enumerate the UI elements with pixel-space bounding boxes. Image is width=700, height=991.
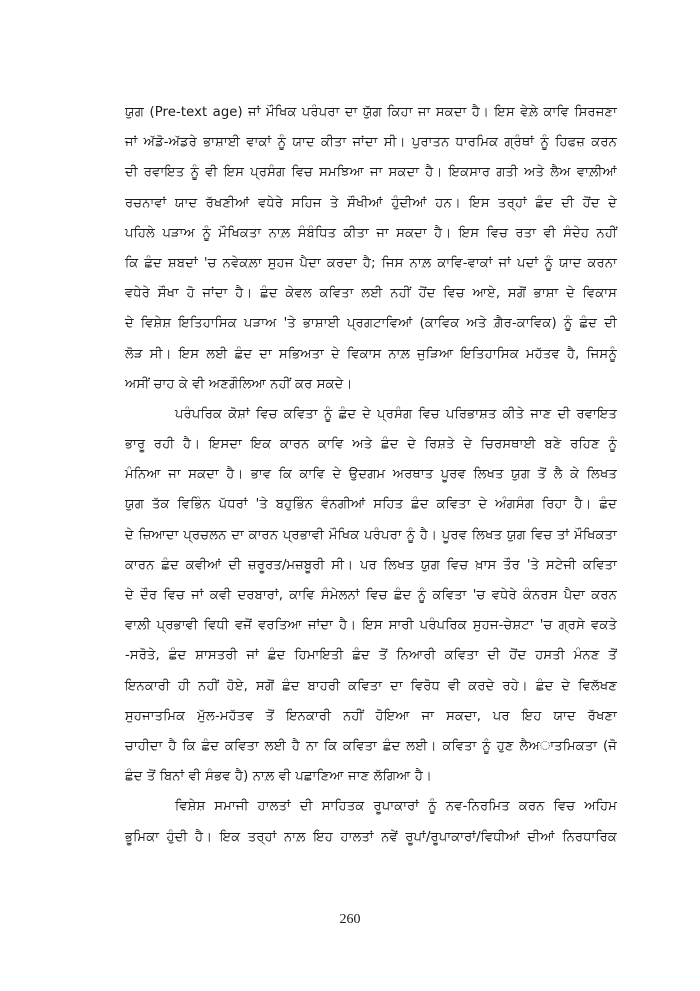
text-line: ਯੁਗ ਤੱਕ ਵਿਭਿੰਨ ਪੱਧਰਾਂ 'ਤੇ ਬਹੁਭਿੰਨ ਵੰਨਗੀਆਂ ਸਹਿਤ ਛੰਦ ਕਵਿਤਾ ਦੇ ਅੰਗਸੰਗ ਰਿਹਾ ਹੈ। ਛੰਦ — [125, 497, 617, 513]
text-line: ਦੇ ਵਿਸ਼ੇਸ਼ ਇਤਿਹਾਸਿਕ ਪੜਾਅ 'ਤੇ ਭਾਸ਼ਾਈ ਪ੍ਰਗਟਾਵਿਆਂ (ਕਾਵਿਕ ਅਤੇ ਗ਼ੈਰ-ਕਾਵਿਕ) ਨੂੰ ਛੰਦ ਦੀ — [125, 316, 617, 332]
text-line: ਇਨਕਾਰੀ ਹੀ ਨਹੀਂ ਹੋਏ, ਸਗੋਂ ਛੰਦ ਬਾਹਰੀ ਕਵਿਤਾ ਦਾ ਵਿਰੋਧ ਵੀ ਕਰਦੇ ਰਹੇ। ਛੰਦ ਦੇ ਵਿਲੱਖਣ — [125, 678, 617, 694]
text-line: ਛੰਦ ਤੋਂ ਬਿਨਾਂ ਵੀ ਸੰਭਵ ਹੈ) ਨਾਲ਼ ਵੀ ਪਛਾਣਿਆ ਜਾਣ ਲੱਗਿਆ ਹੈ। — [125, 769, 433, 785]
text-line: ਵਿਸ਼ੇਸ਼ ਸਮਾਜੀ ਹਾਲਤਾਂ ਦੀ ਸਾਹਿਤਕ ਰੂਪਾਕਾਰਾਂ ਨੂੰ ਨਵ-ਨਿਰਮਿਤ ਕਰਨ ਵਿਚ ਅਹਿਮ — [175, 799, 617, 815]
text-line: ਭੂਮਿਕਾ ਹੁੰਦੀ ਹੈ। ਇਕ ਤਰ੍ਹਾਂ ਨਾਲ਼ ਇਹ ਹਾਲਤਾਂ ਨਵੇਂ ਰੂਪਾਂ/ਰੂਪਾਕਾਰਾਂ/ਵਿਧੀਆਂ ਦੀਆਂ ਨਿਰਧਾਰਿਕ — [125, 829, 617, 845]
text-line: ਵਾਲ਼ੀ ਪ੍ਰਭਾਵੀ ਵਿਧੀ ਵਜੋਂ ਵਰਤਿਆ ਜਾਂਦਾ ਹੈ। ਇਸ ਸਾਰੀ ਪਰੰਪਰਿਕ ਸੁਹਜ-ਚੇਸ਼ਟਾ 'ਚ ਗ੍ਰਸੇ ਵਕਤੇ — [125, 618, 617, 634]
text-line: ਮੰਨਿਆ ਜਾ ਸਕਦਾ ਹੈ। ਭਾਵ ਕਿ ਕਾਵਿ ਦੇ ਉਦਗਮ ਅਰਥਾਤ ਪੂਰਵ ਲਿਖਤ ਯੁਗ ਤੋਂ ਲੈ ਕੇ ਲਿਖਤ — [125, 467, 617, 483]
text-line: ਦੇ ਜ਼ਿਆਦਾ ਪ੍ਰਚਲਨ ਦਾ ਕਾਰਨ ਪ੍ਰਭਾਵੀ ਮੌਖਿਕ ਪਰੰਪਰਾ ਨੂੰ ਹੈ। ਪੂਰਵ ਲਿਖਤ ਯੁਗ ਵਿਚ ਤਾਂ ਮੌਖਿਕਤਾ — [125, 527, 617, 543]
text-line: ਸੁਹਜਾਤਮਿਕ ਮੁੱਲ-ਮਹੱਤਵ ਤੋਂ ਇਨਕਾਰੀ ਨਹੀਂ ਹੋਇਆ ਜਾ ਸਕਦਾ, ਪਰ ਇਹ ਯਾਦ ਰੱਖਣਾ — [125, 708, 617, 724]
page-number: 260 — [339, 912, 361, 927]
text-line: ਦੇ ਦੌਰ ਵਿਚ ਜਾਂ ਕਵੀ ਦਰਬਾਰਾਂ, ਕਾਵਿ ਸੰਮੇਲਨਾਂ ਵਿਚ ਛੰਦ ਨੂੰ ਕਵਿਤਾ 'ਚ ਵਧੇਰੇ ਕੰਨਰਸ ਪੈਦਾ ਕਰਨ — [125, 588, 617, 603]
text-line: ਪਰੰਪਰਿਕ ਕੋਸ਼ਾਂ ਵਿਚ ਕਵਿਤਾ ਨੂੰ ਛੰਦ ਦੇ ਪ੍ਰਸੰਗ ਵਿਚ ਪਰਿਭਾਸ਼ਤ ਕੀਤੇ ਜਾਣ ਦੀ ਰਵਾਇਤ — [175, 406, 617, 422]
paragraph-3 — [125, 792, 617, 852]
text-line: ਵਧੇਰੇ ਸੌਖਾ ਹੋ ਜਾਂਦਾ ਹੈ। ਛੰਦ ਕੇਵਲ ਕਵਿਤਾ ਲਈ ਨਹੀਂ ਹੋਂਦ ਵਿਚ ਆਏ, ਸਗੋਂ ਭਾਸ਼ਾ ਦੇ ਵਿਕਾਸ — [125, 286, 617, 302]
text-line: ਲੋੜ ਸੀ। ਇਸ ਲਈ ਛੰਦ ਦਾ ਸਭਿਅਤਾ ਦੇ ਵਿਕਾਸ ਨਾਲ਼ ਜੁੜਿਆ ਇਤਿਹਾਸਿਕ ਮਹੱਤਵ ਹੈ, ਜਿਸਨੂੰ — [125, 346, 617, 362]
text-line: ਕਿ ਛੰਦ ਸ਼ਬਦਾਂ 'ਚ ਨਵੇਕਲ਼ਾ ਸੁਹਜ ਪੈਦਾ ਕਰਦਾ ਹੈ; ਜਿਸ ਨਾਲ਼ ਕਾਵਿ-ਵਾਕਾਂ ਜਾਂ ਪਦਾਂ ਨੂੰ ਯਾਦ ਕਰਨਾ — [125, 255, 617, 271]
paragraph-1 — [125, 98, 617, 400]
text-line: ਪਹਿਲੇ ਪੜਾਅ ਨੂੰ ਮੌਖਿਕਤਾ ਨਾਲ਼ ਸੰਬੰਧਿਤ ਕੀਤਾ ਜਾ ਸਕਦਾ ਹੈ। ਇਸ ਵਿਚ ਰਤਾ ਵੀ ਸੰਦੇਹ ਨਹੀਂ — [125, 225, 617, 241]
text-line: ਅਸੀਂ ਚਾਹ ਕੇ ਵੀ ਅਣਗੌਲਿਆ ਨਹੀਂ ਕਰ ਸਕਦੇ। — [125, 376, 353, 392]
text-line: ਜਾਂ ਅੱਡੋ-ਅੱਡਰੇ ਭਾਸ਼ਾਈ ਵਾਕਾਂ ਨੂੰ ਯਾਦ ਕੀਤਾ ਜਾਂਦਾ ਸੀ। ਪੁਰਾਤਨ ਧਾਰਮਿਕ ਗ੍ਰੰਥਾਂ ਨੂੰ ਹਿਫਜ਼ ਕਰਨ — [125, 135, 617, 151]
text-line: ਯੁਗ (Pre-text age) ਜਾਂ ਮੌਖਿਕ ਪਰੰਪਰਾ ਦਾ ਯੁੱਗ ਕਿਹਾ ਜਾ ਸਕਦਾ ਹੈ। ਇਸ ਵੇਲ਼ੇ ਕਾਵਿ ਸਿਰਜਣਾ — [125, 105, 617, 120]
paragraph-2 — [125, 400, 617, 792]
text-line: ਕਾਰਨ ਛੰਦ ਕਵੀਆਂ ਦੀ ਜ਼ਰੂਰਤ/ਮਜ਼ਬੂਰੀ ਸੀ। ਪਰ ਲਿਖਤ ਯੁਗ ਵਿਚ ਖ਼ਾਸ ਤੌਰ 'ਤੇ ਸਟੇਜੀ ਕਵਿਤਾ — [125, 557, 617, 573]
text-line: -ਸਰੋਤੇ, ਛੰਦ ਸ਼ਾਸਤਰੀ ਜਾਂ ਛੰਦ ਹਿਮਾਇਤੀ ਛੰਦ ਤੋਂ ਨਿਆਰੀ ਕਵਿਤਾ ਦੀ ਹੋਂਦ ਹਸਤੀ ਮੰਨਣ ਤੋਂ — [125, 648, 617, 664]
body-text — [125, 98, 617, 853]
text-line: ਦੀ ਰਵਾਇਤ ਨੂੰ ਵੀ ਇਸ ਪ੍ਰਸੰਗ ਵਿਚ ਸਮਝਿਆ ਜਾ ਸਕਦਾ ਹੈ। ਇਕਸਾਰ ਗਤੀ ਅਤੇ ਲੈਅ ਵਾਲ਼ੀਆਂ — [125, 165, 617, 181]
text-line: ਭਾਰੂ ਰਹੀ ਹੈ। ਇਸਦਾ ਇਕ ਕਾਰਨ ਕਾਵਿ ਅਤੇ ਛੰਦ ਦੇ ਰਿਸ਼ਤੇ ਦੇ ਚਿਰਸਥਾਈ ਬਣੇ ਰਹਿਣ ਨੂੰ — [125, 437, 617, 453]
text-line: ਰਚਨਾਵਾਂ ਯਾਦ ਰੱਖਣੀਆਂ ਵਧੇਰੇ ਸਹਿਜ ਤੇ ਸੌਖੀਆਂ ਹੁੰਦੀਆਂ ਹਨ। ਇਸ ਤਰ੍ਹਾਂ ਛੰਦ ਦੀ ਹੋਂਦ ਦੇ — [125, 195, 617, 211]
text-line: ਚਾਹੀਦਾ ਹੈ ਕਿ ਛੰਦ ਕਵਿਤਾ ਲਈ ਹੈ ਨਾ ਕਿ ਕਵਿਤਾ ਛੰਦ ਲਈ। ਕਵਿਤਾ ਨੂੰ ਹੁਣ ਲੈਅਾਤਮਿਕਤਾ (ਜੋ — [125, 738, 617, 754]
